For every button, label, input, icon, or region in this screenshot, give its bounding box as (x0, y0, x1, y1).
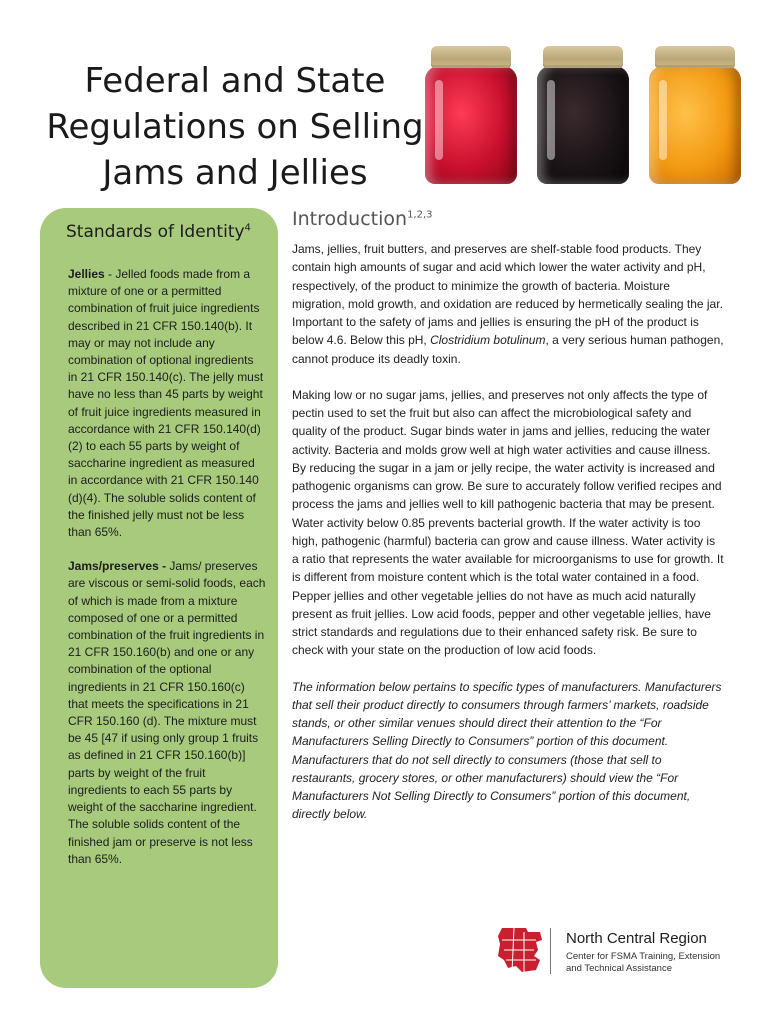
title-line-2: Regulations on Selling (46, 107, 424, 147)
introduction-heading: Introduction$^{1,2,3}$ (292, 208, 433, 230)
jams-term: Jams/preserves - (68, 559, 167, 574)
intro-paragraph-1: Jams, jellies, fruit butters, and preserves are shelf-stable food products. They contain high amounts of sugar and acid which lower the water activity and pH, respectively, of the product to minimize the growth of bacteria. Moisture migration, mold growth, and oxidation are reduced by hermetically sealing the jar. Important to the safety of jams and jellies is ensuring the pH of the product is below 4.6. Below this pH, Clostridium botulinum, a very serious human pathogen, cannot produce its deadly toxin. (292, 242, 724, 366)
sidebar-heading: Standards of Identity$^4$ (66, 222, 251, 242)
page-title (40, 58, 430, 196)
red-jam-jar (425, 40, 517, 188)
orange-jam-jar (649, 40, 741, 188)
jams-definition: Jams/preserves - Jams/ preserves are viscous or semi-solid foods, each of which is made from a mixture composed of one or a permitted combination of the fruit ingredients in 21 CFR 150.160(b) and one or any combination of the optional ingredients in 21 CFR 150.160(c) that meets the specifications in 21 CFR 150.160 (d). The mixture must be 45 [47 if using only group 1 fruits as defined in 21 CFR 150.160(b)] parts by weight of the fruit ingredients to each 55 parts by weight of the saccharine ingredient. The soluble solids content of the finished jam or preserve is not less than 65%. (68, 559, 266, 866)
intro-paragraph-3: The information below pertains to specific types of manufacturers. Manufacturers that sell their product directly to consumers through farmers’ markets, roadside stands, or other similar venues should direct their attention to the “For Manufacturers Selling Directly to Consumers” portion of this document. Manufacturers that do not sell directly to consumers (those that sell to restaurants, grocery stores, or other manufacturers) should view the “For Manufacturers Not Selling Directly to Consumers” portion of this document, directly below. (292, 679, 722, 822)
region-map-icon (496, 926, 546, 974)
logo-subtitle: Center for FSMA Training, Extension and Technical Assistance (566, 951, 721, 974)
introduction-body (292, 240, 724, 842)
jellies-term: Jellies (68, 267, 105, 281)
intro-paragraph-2: Making low or no sugar jams, jellies, and preserves not only affects the type of pectin used to set the fruit but also can affect the microbiological safety and quality of the product. Sugar binds water in jams and jellies, reducing the water activity. Bacteria and molds grow well at high water activities and cause illness. By reducing the sugar in a jam or jelly recipe, the water activity is increased and pathogenic organisms can grow. Be sure to accurately follow verified recipes and process the jams and jellies well to kill pathogenic bacteria that may be present. Water activity below 0.85 prevents bacterial growth. If the water activity is too high, pathogenic (harmful) bacteria can grow and cause illness. Water activity is a ratio that represents the water available for microorganisms to use for growth. It is different from moisture content which is the total water contained in a food. Pepper jellies and other vegetable jellies do not have as much acid naturally present as fruit jellies. Low acid foods, pepper and other vegetable jellies, have strict standards and regulations due to their enhanced safety risk. Be sure to check with your state on the production of low acid foods. (292, 387, 724, 658)
title-line-1: Federal and State (84, 61, 386, 101)
north-central-region-logo (492, 924, 732, 978)
standards-sidebar (40, 208, 278, 988)
title-line-3: Jams and Jellies (102, 153, 368, 193)
logo-name: North Central Region (566, 930, 707, 947)
jam-jars-photo (425, 40, 755, 200)
jellies-definition: Jellies - Jelled foods made from a mixture of one or a permitted combination of fruit juice ingredients described in 21 CFR 150.140(b). It may or may not include any combination of optional ingredients in 21 CFR 150.140(c). The jelly must have no less than 45 parts by weight of fruit juice ingredients measured in accordance with 21 CFR 150.140(d)(2) to each 55 parts by weight of saccharine ingredient as measured in accordance with 21 CFR 150.140 (d)(4). The soluble solids content of the finished jelly must not be less than 65%. (68, 267, 264, 540)
dark-jam-jar (537, 40, 629, 188)
